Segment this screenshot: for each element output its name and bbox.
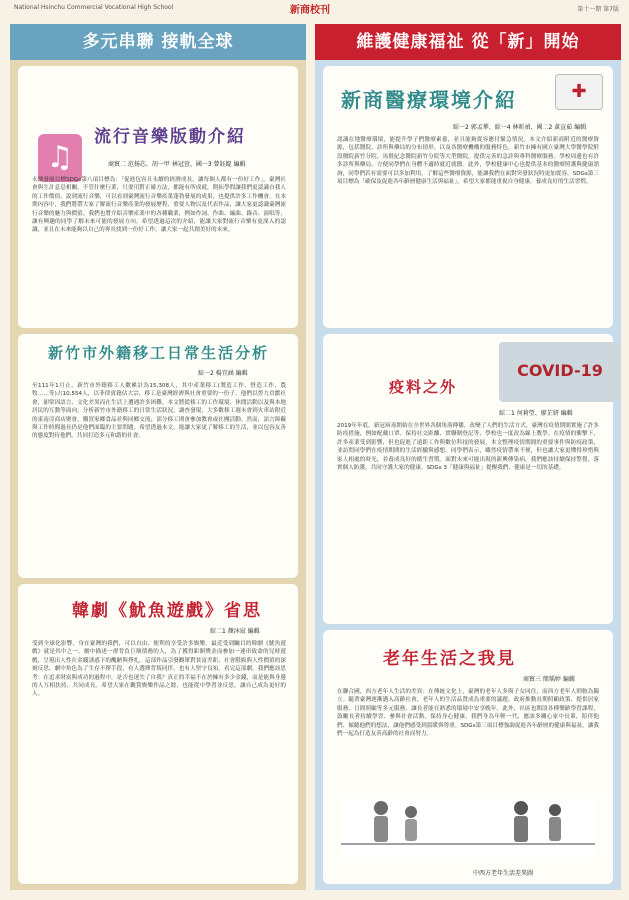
school-name: National Hsinchu Commercial Vocational High School — [14, 4, 174, 11]
env-body: 認識在地醫療環境，能提升學子們醫療素養，並且能夠從容應付緊急情況。本文介紹新商附近的醫療資源，包括醫院、診所與藥局的分布情形，以及各醫療機構的服務特色。新竹市擁有國立臺灣大學醫學院附設醫院新竹分院、馬偕紀念醫院新竹分院等大型醫院，提供完善的急診與專科醫療服務。學校周邊也有許多診所與藥局，方便同學們在身體不適時就近就醫。此外，學校健康中心也提供基本的醫療照護與健康諮詢，同學們若有需要可以多加利用。了解這些醫療資源，能讓我們在面對突發狀況時更加從容。SDGs第三項目標為「確保及促進各年齡層健康生活與福祉」，希望大家都能重視自身健康，養成良好的生活習慣。 — [337, 137, 599, 186]
left-column — [10, 24, 306, 890]
paper-title: 新商校刊 — [290, 5, 330, 16]
squid-body: 受到全球化影響，身在臺灣的我們，可以自由、便利的享受許多娛樂，最近受到矚目的韓劇《魷魚遊戲》就是其中之一。劇中描述一群背負巨額債務的人，為了獲得鉅額獎金而參加一連串致命的兒時遊戲，呈現出人性在金錢誘惑下的醜陋與掙扎。這部作品引發觀眾對貧富差距、社會階級與人性價值的深刻反思。劇中角色為了生存不擇手段，有人選擇背叛同伴，也有人堅守良知。看完這部劇，我們應該思考：在追求財富與成功的過程中，是否也迷失了自我？真正的幸福不在於擁有多少金錢，而是能與身邊的人互相扶持、共同成長。希望大家在觀賞娛樂作品之餘，也能從中學習並反思，讓自己成為更好的人。 — [32, 641, 286, 698]
page-header — [0, 0, 629, 14]
covid-image: COVID-19 — [499, 342, 621, 402]
elder-panel — [323, 630, 613, 884]
hsinchu-byline: 綜一2 楊宜涵 編輯 — [198, 370, 248, 377]
page-number: 第十一期 第7版 — [577, 6, 619, 13]
hsinchu-title: 新竹市外籍移工日常生活分析 — [48, 344, 270, 362]
hsinchu-body: 至111年1月止，新竹市外籍移工人數累計為15,308人，其中產業移工(製造工作、營造工作、農牧……等)占10,554人，以菲律賓籍佔大宗。移工是臺灣經濟與社會重要的一份子，他們以勞力貢獻社會，卻常因語言、文化差異而在生活上遭遇許多困難。本文將從移工的工作環境、休閒活動以及與本地居民的互動等面向，分析新竹市外籍移工的日常生活狀況。調查發現，大多數移工週末會到火車站附近的東南亞商店聚會，購買家鄉食品並與同鄉交流；部分移工則會參加教會或社團活動。然而，語言障礙與工作時間過長仍是他們面臨的主要問題。希望透過本文，能讓大家更了解移工的生活，並以包容友善的態度對待他們，共同打造多元和諧的社會。 — [32, 383, 286, 440]
env-byline: 綜一2 郭孟華、綜一4 林昕禎、國二2 黃宣茹 編輯 — [453, 124, 587, 131]
elder-title: 老年生活之我見 — [383, 649, 516, 669]
right-column — [315, 24, 621, 890]
covid-panel — [323, 334, 613, 624]
elder-illustration — [341, 794, 595, 858]
squid-panel — [18, 584, 298, 884]
env-title: 新商醫療環境介紹 — [341, 88, 517, 112]
music-note-icon: ♫ — [38, 134, 82, 182]
covid-byline: 綜二1 何莉瑩、廖芷妍 編輯 — [499, 410, 573, 417]
covid-body: 2019年年底，新冠病毒開始在全世界各個角落傳播，改變了人們的生活方式。臺灣在疫情期間實施了許多防疫措施，例如配戴口罩、保持社交距離、實聯制登記等，學校也一度改為線上教學。在疫情的衝擊下，許多產業受到影響，但也促進了遠距工作與數位科技的發展。本文整理疫情期間的重要事件與防疫政策，並訪問同學們在疫情期間的生活經驗與感想。同學們表示，雖然疫情帶來不便，但也讓大家更懂得珍惜與家人相處的時光，並養成良好的衛生習慣。面對未來可能出現的新興傳染病，我們應該持續保持警覺，落實個人防護，共同守護大家的健康。SDGs 3「健康與福祉」提醒我們，健康是一切的基礎。 — [337, 423, 599, 472]
covid-title: 疫料之外 — [389, 378, 458, 396]
elder-byline: 商貿三 簡瑀婷 編輯 — [523, 676, 575, 683]
music-panel — [18, 66, 298, 328]
env-panel — [323, 66, 613, 328]
hsinchu-panel — [18, 334, 298, 578]
elder-caption: 中西方老年生活差異圖 — [473, 870, 534, 877]
music-body: 永續發展目標SDGs第八項目標為：「促進包容且永續的經濟成長，讓每個人都有一份好工作」。臺灣社會與生計息息相關，不管什麼行業，只要用對正確方法，都能有所成就，開拓學問讓我們更認識自我人的工作價值。說到流行音樂，可以看到臺灣流行音樂產業蓬勃發展的成果，也提供許多工作機會。在本期內容中，我們將帶大家了解流行音樂產業的發展歷程、重要人物以及代表作品，讓大家更認識臺灣流行音樂的魅力與價值。我們也將介紹音樂產業中的各種職業，例如作詞、作曲、編曲、錄音、演唱等，讓有興趣的同學了解未來可能的發展方向。希望透過這次的介紹，能讓大家對流行音樂有更深入的認識，並且在未來能夠以自己的專長找到一份好工作，讓大家一起共創美好的未來。 — [32, 177, 286, 234]
squid-title: 韓劇《魷魚遊戲》省思 — [72, 601, 262, 621]
elders-figure-icon — [341, 794, 595, 858]
squid-byline: 綜二1 顏沐宸 編輯 — [210, 628, 260, 635]
left-banner: 多元串聯 接軌全球 — [10, 24, 306, 60]
elder-body: 在聯合國，西方老年人生活的差異：在傳統文化上，臺灣的老年人多與子女同住，而西方老年人則較為獨立。隨著臺灣逐漸邁入高齡社會，老年人的生活品質成為重要的議題。政府推動長期照顧政策，提供居家服務、日間照顧等多元服務，讓長者能在熟悉的環境中安享晚年。此外，社區也開設各種樂齡學習課程，鼓勵長者持續學習、參與社會活動，保持身心健康。我們身為年輕一代，應該多關心家中長輩，陪伴他們、傾聽他們的想法，讓他們感受到溫暖與尊重。SDGs第三項目標強調促進各年齡層的健康與福祉，讓我們一起為打造友善高齡的社會而努力。 — [337, 689, 599, 738]
music-byline: 商貿二 范扬芯、胡一甲 林冠萱、國一3 曾鈺緹 編輯 — [108, 161, 246, 168]
right-banner: 維護健康福祉 從「新」開始 — [315, 24, 621, 60]
ambulance-icon: ✚ — [555, 74, 603, 110]
music-title: 流行音樂版動介紹 — [94, 127, 246, 147]
